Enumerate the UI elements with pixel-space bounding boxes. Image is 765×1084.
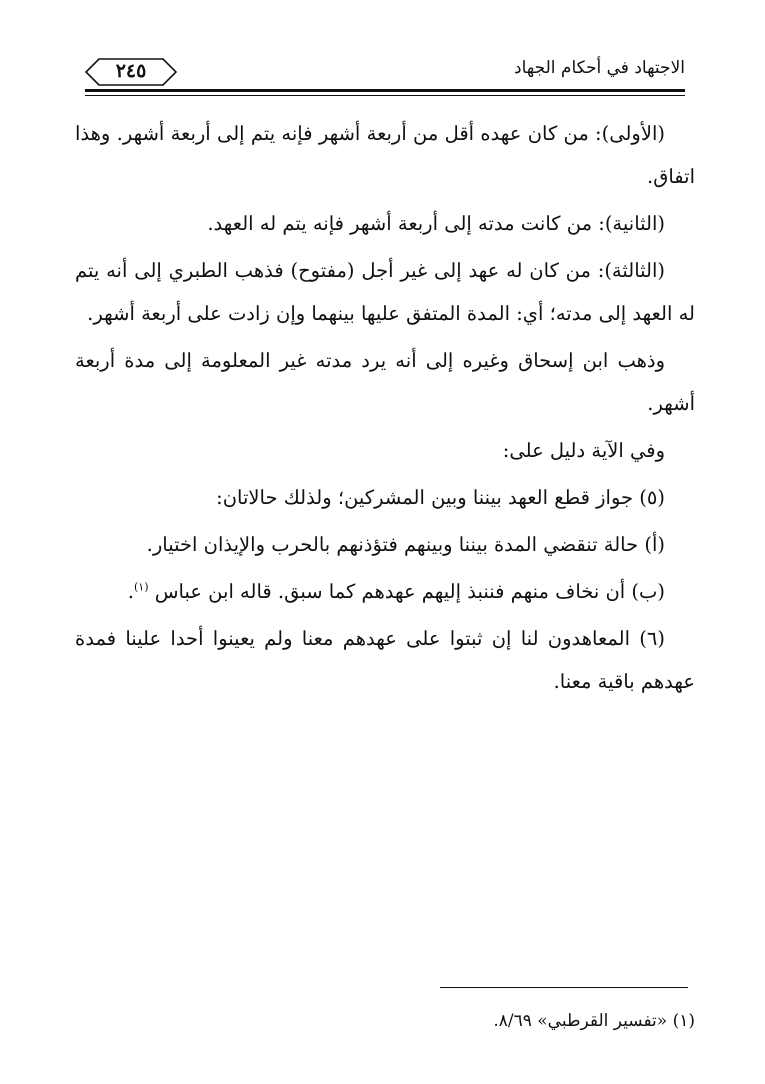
footnote-separator	[440, 987, 688, 988]
page-number-badge	[85, 58, 177, 86]
header-title: الاجتهاد في أحكام الجهاد	[514, 58, 685, 78]
paragraph-third-case: (الثالثة): من كان له عهد إلى غير أجل (مفتوح) فذهب الطبري إلى أنه يتم له العهد إلى مدته؛ أي: المدة المتفق عليها بينهما وإن زادت على أربعة أشهر.	[75, 259, 695, 325]
header-rule-thick	[85, 89, 685, 92]
paragraph-verse-evidence: وفي الآية دليل على:	[502, 439, 665, 462]
paragraph-second-case: (الثانية): من كانت مدته إلى أربعة أشهر فإنه يتم له العهد.	[207, 212, 665, 235]
running-header	[85, 52, 685, 94]
paragraph-point-a: (أ) حالة تنقضي المدة بيننا وبينهم فتؤذنهم بالحرب والإيذان اختيار.	[146, 533, 665, 556]
paragraph-point-b	[75, 570, 695, 613]
paragraph-point-6: (٦) المعاهدون لنا إن ثبتوا على عهدهم معنا ولم يعينوا أحدا علينا فمدة عهدهم باقية معنا.	[75, 627, 695, 693]
body-text	[75, 112, 695, 707]
paragraph-first-case: (الأولى): من كان عهده أقل من أربعة أشهر فإنه يتم إلى أربعة أشهر. وهذا اتفاق.	[75, 122, 695, 188]
paragraph-point-5: (٥) جواز قطع العهد بيننا وبين المشركين؛ ولذلك حالاتان:	[216, 486, 665, 509]
footnote-ref: (١)	[133, 580, 149, 594]
footnote-1: (١) «تفسير القرطبي» ٨/٦٩.	[493, 1011, 695, 1031]
point-b-text: (ب) أن نخاف منهم فننبذ إليهم عهدهم كما سبق. قاله ابن عباس	[154, 580, 665, 603]
paragraph-ibn-ishaq: وذهب ابن إسحاق وغيره إلى أنه يرد مدته غير المعلومة إلى مدة أربعة أشهر.	[75, 349, 695, 415]
page-number: ٢٤٥	[115, 60, 147, 82]
point-b-period: .	[127, 580, 134, 603]
header-rule-thin	[85, 95, 685, 96]
